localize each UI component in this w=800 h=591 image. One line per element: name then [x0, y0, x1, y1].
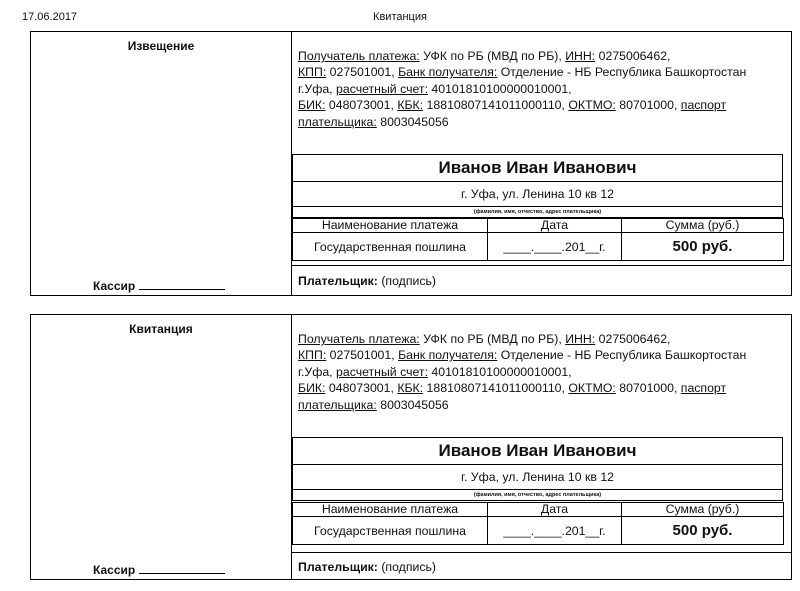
kpp-value: 027501001, — [326, 348, 399, 363]
kbk-label: КБК: — [397, 98, 424, 113]
bik-value: 048073001, — [325, 381, 398, 396]
payee-value: УФК по РБ (МВД по РБ), — [419, 332, 566, 346]
payer-note: (фамилия, имя, отчество, адрес плательщика) — [473, 209, 602, 215]
table-row — [293, 517, 784, 545]
passport-label: паспорт плательщика: — [298, 381, 727, 412]
payer-signature — [298, 274, 436, 288]
oktmo-label: ОКТМО: — [568, 98, 616, 113]
header-amount: Сумма (руб.) — [622, 503, 784, 517]
signature-divider — [292, 265, 792, 266]
payment-purpose: Государственная пошлина — [293, 517, 488, 545]
bik-label: БИК: — [298, 381, 326, 396]
bik-label: БИК: — [298, 98, 326, 113]
table-row — [293, 233, 784, 261]
payee-label: Получатель платежа: — [298, 49, 420, 63]
bank-label: Банк получателя: — [398, 65, 498, 80]
account-value: 40101810100000010001, — [427, 81, 572, 96]
cashier-label: Кассир — [93, 279, 136, 293]
header-purpose: Наименование платежа — [293, 219, 488, 233]
cashier-field — [93, 278, 225, 293]
payer-signature-label: Плательщик: — [298, 560, 378, 574]
account-label: расчетный счет: — [336, 364, 428, 379]
kpp-value: 027501001, — [326, 65, 399, 80]
inn-label: ИНН: — [565, 49, 596, 63]
kpp-label: КПП: — [298, 65, 327, 80]
account-value: 40101810100000010001, — [427, 364, 572, 379]
section-label: Извещение — [127, 39, 195, 53]
payer-address: г. Уфа, ул. Ленина 10 кв 12 — [293, 182, 782, 207]
payer-box — [292, 437, 783, 501]
payer-address: г. Уфа, ул. Ленина 10 кв 12 — [293, 465, 782, 490]
account-label: расчетный счет: — [336, 81, 428, 96]
header-purpose: Наименование платежа — [293, 503, 488, 517]
recipient-details — [298, 331, 768, 413]
kbk-label: КБК: — [397, 381, 424, 396]
inn-label: ИНН: — [565, 332, 596, 346]
passport-value: 8003045056 — [376, 397, 449, 412]
receipt-section — [30, 314, 792, 580]
bank-value: Отделение - НБ Республика Башкортостан г.Уфа, — [298, 348, 747, 379]
oktmo-value: 80701000, — [615, 381, 681, 396]
payment-table — [292, 502, 784, 545]
payment-date: ____.____.201__г. — [488, 233, 622, 261]
payer-box — [292, 154, 783, 218]
bank-value: Отделение - НБ Республика Башкортостан г.Уфа, — [298, 65, 747, 96]
payer-signature-hint: (подпись) — [377, 274, 436, 288]
signature-divider — [292, 552, 792, 553]
oktmo-value: 80701000, — [615, 98, 681, 113]
notice-left-column — [31, 32, 292, 295]
bank-label: Банк получателя: — [398, 348, 498, 363]
recipient-details — [298, 48, 768, 130]
payer-signature-label: Плательщик: — [298, 274, 378, 288]
passport-value: 8003045056 — [376, 114, 449, 129]
payment-amount: 500 руб. — [622, 517, 784, 545]
payment-purpose: Государственная пошлина — [293, 233, 488, 261]
notice-section — [30, 31, 792, 296]
payer-signature-hint: (подпись) — [377, 560, 436, 574]
payer-signature — [298, 560, 436, 574]
receipt-left-column — [31, 315, 292, 579]
payee-value: УФК по РБ (МВД по РБ), — [419, 49, 566, 63]
inn-value: 0275006462, — [595, 332, 671, 346]
print-date: 17.06.2017 — [22, 11, 78, 23]
payment-amount: 500 руб. — [622, 233, 784, 261]
cashier-field — [93, 562, 225, 577]
passport-label: паспорт плательщика: — [298, 98, 727, 129]
cashier-signature-line — [139, 278, 225, 290]
bik-value: 048073001, — [325, 98, 398, 113]
header-date: Дата — [488, 503, 622, 517]
document-title: Квитанция — [373, 11, 427, 23]
inn-value: 0275006462, — [595, 49, 671, 63]
payer-note: (фамилия, имя, отчество, адрес плательщика) — [473, 492, 602, 498]
kbk-value: 18810807141011000110, — [423, 98, 569, 113]
table-header-row — [293, 503, 784, 517]
kpp-label: КПП: — [298, 348, 327, 363]
header-amount: Сумма (руб.) — [622, 219, 784, 233]
payer-full-name: Иванов Иван Иванович — [293, 155, 782, 182]
section-label: Квитанция — [129, 322, 193, 336]
payment-date: ____.____.201__г. — [488, 517, 622, 545]
kbk-value: 18810807141011000110, — [423, 381, 569, 396]
cashier-signature-line — [139, 562, 225, 574]
payer-full-name: Иванов Иван Иванович — [293, 438, 782, 465]
table-header-row — [293, 219, 784, 233]
payment-table — [292, 218, 784, 261]
header-date: Дата — [488, 219, 622, 233]
oktmo-label: ОКТМО: — [568, 381, 616, 396]
payee-label: Получатель платежа: — [298, 332, 420, 346]
cashier-label: Кассир — [93, 563, 136, 577]
